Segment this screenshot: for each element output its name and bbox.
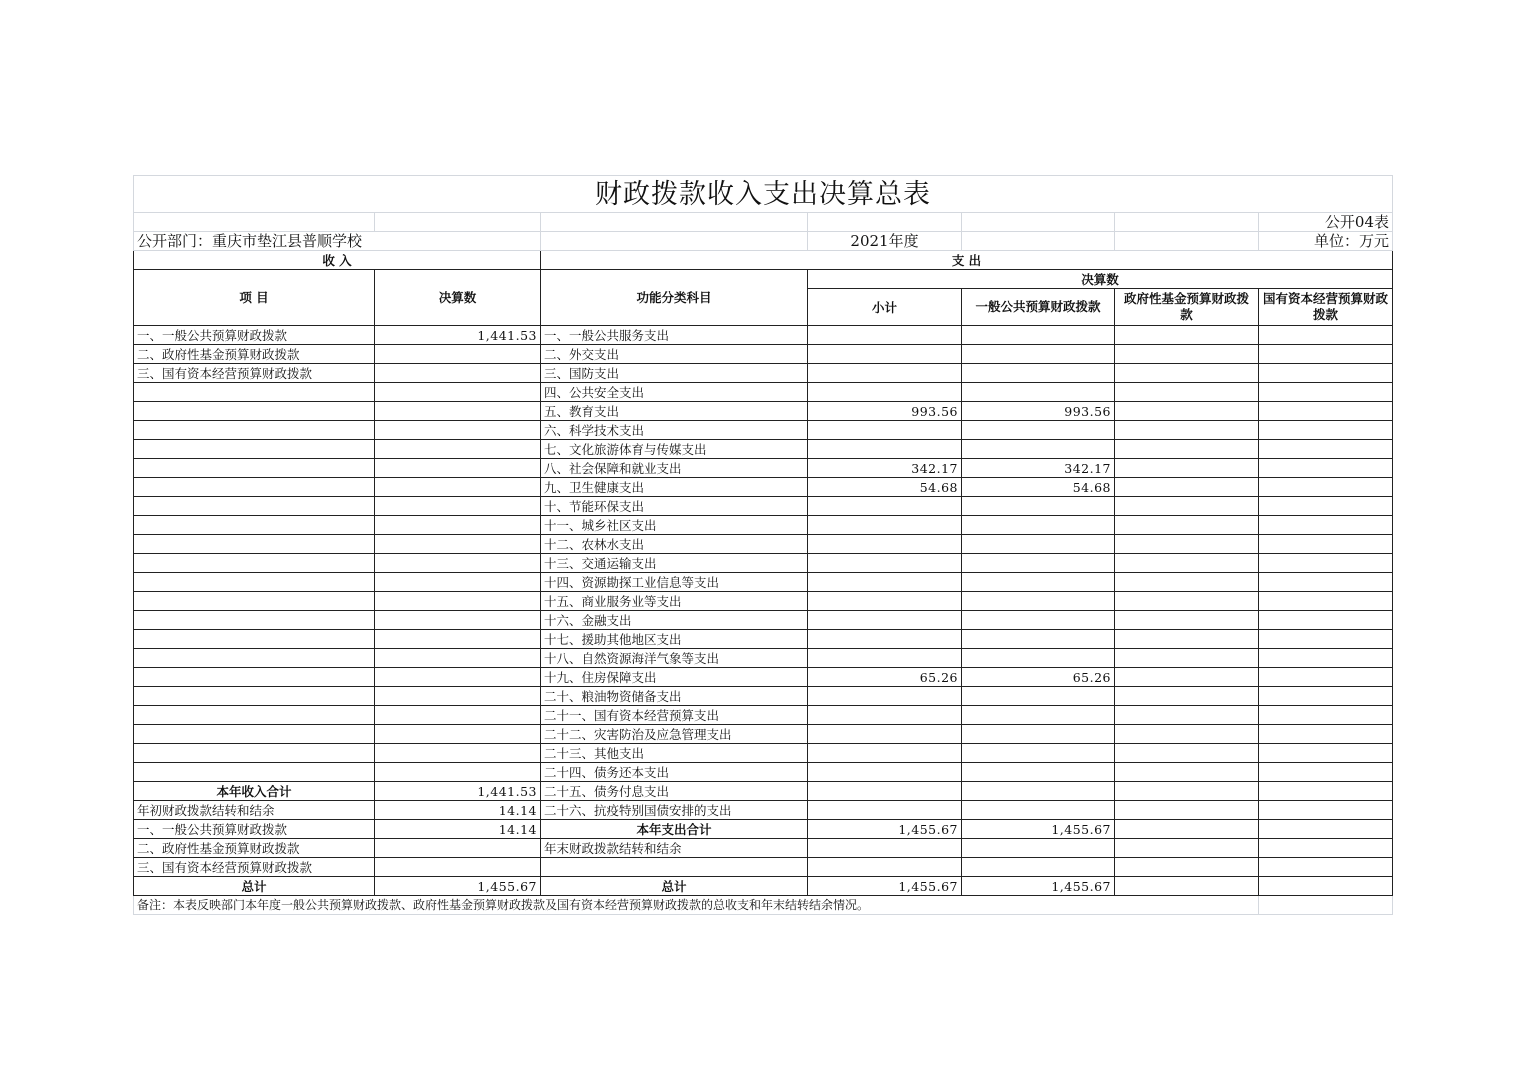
expense-general-public [962, 763, 1115, 782]
expense-gov-fund [1115, 839, 1259, 858]
income-amount [375, 421, 541, 440]
income-amount [375, 592, 541, 611]
expense-item: 二十二、灾害防治及应急管理支出 [541, 725, 808, 744]
expense-gov-fund [1115, 440, 1259, 459]
unit-label: 单位：万元 [1259, 232, 1393, 251]
income-item [134, 440, 375, 459]
income-amount [375, 440, 541, 459]
table-row [134, 592, 1393, 611]
income-item [134, 402, 375, 421]
expense-gov-fund [1115, 706, 1259, 725]
expense-state-capital [1259, 440, 1393, 459]
income-amount [375, 459, 541, 478]
expense-state-capital [1259, 592, 1393, 611]
expense-gov-fund [1115, 383, 1259, 402]
expense-item: 九、卫生健康支出 [541, 478, 808, 497]
expense-item [541, 858, 808, 877]
expense-subtotal [808, 763, 962, 782]
expense-general-public [962, 744, 1115, 763]
table-row [134, 440, 1393, 459]
expense-general-public [962, 839, 1115, 858]
expense-item: 十六、金融支出 [541, 611, 808, 630]
expense-state-capital [1259, 706, 1393, 725]
report-body [134, 326, 1393, 896]
expense-subtotal: 1,455.67 [808, 877, 962, 896]
expense-general-public [962, 554, 1115, 573]
income-amount [375, 402, 541, 421]
expense-gov-fund [1115, 421, 1259, 440]
table-row [134, 782, 1393, 801]
expense-general-public [962, 630, 1115, 649]
expense-item: 二十五、债务付息支出 [541, 782, 808, 801]
expense-item: 二、外交支出 [541, 345, 808, 364]
expense-general-public [962, 592, 1115, 611]
fiscal-report-table [133, 175, 1393, 915]
table-row [134, 687, 1393, 706]
income-item [134, 592, 375, 611]
expense-gov-fund [1115, 364, 1259, 383]
table-row [134, 763, 1393, 782]
expense-gov-fund [1115, 497, 1259, 516]
expense-gov-fund [1115, 744, 1259, 763]
table-row [134, 877, 1393, 896]
expense-subtotal [808, 326, 962, 345]
income-item [134, 630, 375, 649]
expense-state-capital [1259, 459, 1393, 478]
expense-gov-fund [1115, 592, 1259, 611]
income-amount [375, 630, 541, 649]
expense-subtotal [808, 801, 962, 820]
table-row [134, 630, 1393, 649]
table-row [134, 706, 1393, 725]
expense-subtotal: 342.17 [808, 459, 962, 478]
income-item [134, 763, 375, 782]
table-row [134, 801, 1393, 820]
expense-state-capital [1259, 839, 1393, 858]
expense-item: 一、一般公共服务支出 [541, 326, 808, 345]
expense-item: 八、社会保障和就业支出 [541, 459, 808, 478]
income-amount [375, 725, 541, 744]
income-amount: 1,441.53 [375, 782, 541, 801]
income-amount-header: 决算数 [375, 270, 541, 326]
gov-fund-header: 政府性基金预算财政拨款 [1115, 289, 1259, 326]
income-amount [375, 497, 541, 516]
table-row [134, 649, 1393, 668]
expense-state-capital [1259, 630, 1393, 649]
income-item [134, 478, 375, 497]
expense-subtotal [808, 535, 962, 554]
expense-subtotal: 54.68 [808, 478, 962, 497]
expense-subtotal [808, 421, 962, 440]
income-item: 二、政府性基金预算财政拨款 [134, 345, 375, 364]
expense-state-capital [1259, 478, 1393, 497]
expense-state-capital [1259, 611, 1393, 630]
table-row [134, 478, 1393, 497]
income-amount [375, 611, 541, 630]
expense-header: 支 出 [541, 251, 1393, 270]
income-item: 年初财政拨款结转和结余 [134, 801, 375, 820]
expense-general-public: 54.68 [962, 478, 1115, 497]
expense-general-public: 342.17 [962, 459, 1115, 478]
expense-state-capital [1259, 725, 1393, 744]
expense-item: 十五、商业服务业等支出 [541, 592, 808, 611]
expense-subtotal [808, 744, 962, 763]
expense-gov-fund [1115, 668, 1259, 687]
expense-subtotal [808, 611, 962, 630]
expense-item: 十二、农林水支出 [541, 535, 808, 554]
expense-subtotal: 65.26 [808, 668, 962, 687]
expense-item: 二十三、其他支出 [541, 744, 808, 763]
expense-item: 二十四、债务还本支出 [541, 763, 808, 782]
expense-general-public [962, 345, 1115, 364]
expense-item: 六、科学技术支出 [541, 421, 808, 440]
expense-state-capital [1259, 801, 1393, 820]
expense-general-public [962, 782, 1115, 801]
expense-subtotal [808, 630, 962, 649]
function-category-header: 功能分类科目 [541, 270, 808, 326]
table-row [134, 402, 1393, 421]
income-amount [375, 839, 541, 858]
expense-gov-fund [1115, 478, 1259, 497]
table-row [134, 383, 1393, 402]
expense-subtotal [808, 858, 962, 877]
table-row [134, 535, 1393, 554]
expense-gov-fund [1115, 554, 1259, 573]
expense-state-capital [1259, 687, 1393, 706]
table-row [134, 573, 1393, 592]
expense-state-capital [1259, 782, 1393, 801]
expense-subtotal [808, 649, 962, 668]
expense-state-capital [1259, 497, 1393, 516]
expense-general-public [962, 497, 1115, 516]
income-amount [375, 649, 541, 668]
expense-item: 四、公共安全支出 [541, 383, 808, 402]
table-row [134, 516, 1393, 535]
general-public-header: 一般公共预算财政拨款 [962, 289, 1115, 326]
income-header: 收 入 [134, 251, 541, 270]
expense-state-capital [1259, 364, 1393, 383]
expense-gov-fund [1115, 687, 1259, 706]
expense-item: 十、节能环保支出 [541, 497, 808, 516]
table-row [134, 839, 1393, 858]
table-row [134, 459, 1393, 478]
department-label: 公开部门：重庆市垫江县普顺学校 [134, 232, 541, 251]
expense-general-public: 65.26 [962, 668, 1115, 687]
income-item [134, 706, 375, 725]
expense-state-capital [1259, 763, 1393, 782]
income-item [134, 383, 375, 402]
expense-item: 十九、住房保障支出 [541, 668, 808, 687]
expense-subtotal [808, 554, 962, 573]
table-row [134, 554, 1393, 573]
form-code: 公开04表 [1259, 213, 1393, 232]
income-item [134, 725, 375, 744]
table-row [134, 326, 1393, 345]
expense-gov-fund [1115, 820, 1259, 839]
expense-item: 五、教育支出 [541, 402, 808, 421]
expense-subtotal [808, 497, 962, 516]
income-item [134, 497, 375, 516]
expense-subtotal [808, 592, 962, 611]
expense-item: 十八、自然资源海洋气象等支出 [541, 649, 808, 668]
expense-gov-fund [1115, 877, 1259, 896]
expense-general-public: 1,455.67 [962, 877, 1115, 896]
income-amount [375, 573, 541, 592]
income-amount: 14.14 [375, 801, 541, 820]
expense-state-capital [1259, 516, 1393, 535]
expense-item: 七、文化旅游体育与传媒支出 [541, 440, 808, 459]
income-item [134, 421, 375, 440]
income-amount [375, 554, 541, 573]
expense-gov-fund [1115, 649, 1259, 668]
expense-item: 总计 [541, 877, 808, 896]
expense-general-public [962, 535, 1115, 554]
income-amount [375, 535, 541, 554]
expense-general-public [962, 725, 1115, 744]
income-amount [375, 364, 541, 383]
expense-subtotal [808, 573, 962, 592]
expense-general-public [962, 801, 1115, 820]
report-note: 备注：本表反映部门本年度一般公共预算财政拨款、政府性基金预算财政拨款及国有资本经营预算财政拨款的总收支和年末结转结余情况。 [134, 896, 1259, 915]
expense-item: 二十六、抗疫特别国债安排的支出 [541, 801, 808, 820]
table-row [134, 858, 1393, 877]
item-header: 项 目 [134, 270, 375, 326]
income-item: 三、国有资本经营预算财政拨款 [134, 364, 375, 383]
income-item [134, 535, 375, 554]
expense-general-public [962, 706, 1115, 725]
expense-gov-fund [1115, 326, 1259, 345]
expense-item: 本年支出合计 [541, 820, 808, 839]
expense-state-capital [1259, 668, 1393, 687]
table-row [134, 611, 1393, 630]
income-item: 一、一般公共预算财政拨款 [134, 326, 375, 345]
income-item: 一、一般公共预算财政拨款 [134, 820, 375, 839]
table-row [134, 668, 1393, 687]
expense-general-public [962, 649, 1115, 668]
expense-state-capital [1259, 649, 1393, 668]
report-title: 财政拨款收入支出决算总表 [134, 176, 1393, 213]
expense-general-public [962, 364, 1115, 383]
expense-item: 二十一、国有资本经营预算支出 [541, 706, 808, 725]
expense-gov-fund [1115, 611, 1259, 630]
expense-state-capital [1259, 535, 1393, 554]
expense-gov-fund [1115, 573, 1259, 592]
final-amount-header: 决算数 [808, 270, 1393, 289]
expense-general-public [962, 383, 1115, 402]
fiscal-report-sheet [133, 175, 1392, 915]
income-amount [375, 478, 541, 497]
income-amount [375, 516, 541, 535]
expense-state-capital [1259, 345, 1393, 364]
income-item [134, 744, 375, 763]
expense-gov-fund [1115, 763, 1259, 782]
expense-subtotal [808, 516, 962, 535]
expense-subtotal [808, 782, 962, 801]
income-amount: 1,441.53 [375, 326, 541, 345]
expense-subtotal [808, 706, 962, 725]
expense-gov-fund [1115, 630, 1259, 649]
table-row [134, 364, 1393, 383]
expense-gov-fund [1115, 801, 1259, 820]
expense-general-public: 1,455.67 [962, 820, 1115, 839]
expense-general-public [962, 858, 1115, 877]
income-amount: 1,455.67 [375, 877, 541, 896]
expense-subtotal [808, 839, 962, 858]
expense-gov-fund [1115, 345, 1259, 364]
income-item [134, 554, 375, 573]
report-year: 2021年度 [808, 232, 962, 251]
income-amount [375, 668, 541, 687]
expense-gov-fund [1115, 459, 1259, 478]
subtotal-header: 小计 [808, 289, 962, 326]
expense-item: 年末财政拨款结转和结余 [541, 839, 808, 858]
expense-general-public [962, 573, 1115, 592]
expense-subtotal [808, 687, 962, 706]
income-amount [375, 763, 541, 782]
expense-state-capital [1259, 877, 1393, 896]
expense-gov-fund [1115, 516, 1259, 535]
table-row [134, 345, 1393, 364]
expense-subtotal: 993.56 [808, 402, 962, 421]
income-item [134, 668, 375, 687]
expense-subtotal [808, 364, 962, 383]
expense-item: 十四、资源勘探工业信息等支出 [541, 573, 808, 592]
expense-state-capital [1259, 421, 1393, 440]
expense-subtotal [808, 440, 962, 459]
expense-state-capital [1259, 858, 1393, 877]
income-item: 三、国有资本经营预算财政拨款 [134, 858, 375, 877]
expense-general-public [962, 611, 1115, 630]
income-item [134, 687, 375, 706]
expense-state-capital [1259, 820, 1393, 839]
expense-item: 十七、援助其他地区支出 [541, 630, 808, 649]
expense-gov-fund [1115, 858, 1259, 877]
expense-item: 十一、城乡社区支出 [541, 516, 808, 535]
state-capital-header: 国有资本经营预算财政拨款 [1259, 289, 1393, 326]
expense-state-capital [1259, 326, 1393, 345]
expense-state-capital [1259, 402, 1393, 421]
expense-gov-fund [1115, 535, 1259, 554]
income-amount [375, 706, 541, 725]
income-amount [375, 345, 541, 364]
table-row [134, 820, 1393, 839]
income-amount [375, 383, 541, 402]
income-amount [375, 858, 541, 877]
expense-state-capital [1259, 383, 1393, 402]
table-row [134, 744, 1393, 763]
expense-subtotal [808, 383, 962, 402]
expense-subtotal [808, 725, 962, 744]
income-item [134, 611, 375, 630]
expense-gov-fund [1115, 782, 1259, 801]
table-row [134, 725, 1393, 744]
expense-state-capital [1259, 744, 1393, 763]
expense-state-capital [1259, 573, 1393, 592]
expense-general-public [962, 687, 1115, 706]
expense-general-public [962, 516, 1115, 535]
income-item: 二、政府性基金预算财政拨款 [134, 839, 375, 858]
expense-general-public: 993.56 [962, 402, 1115, 421]
expense-gov-fund [1115, 402, 1259, 421]
income-amount [375, 687, 541, 706]
income-amount [375, 744, 541, 763]
expense-item: 二十、粮油物资储备支出 [541, 687, 808, 706]
income-amount: 14.14 [375, 820, 541, 839]
expense-item: 三、国防支出 [541, 364, 808, 383]
expense-general-public [962, 421, 1115, 440]
expense-item: 十三、交通运输支出 [541, 554, 808, 573]
table-row [134, 497, 1393, 516]
table-row [134, 421, 1393, 440]
expense-general-public [962, 326, 1115, 345]
income-item: 总计 [134, 877, 375, 896]
income-item [134, 649, 375, 668]
expense-state-capital [1259, 554, 1393, 573]
income-item [134, 459, 375, 478]
expense-subtotal [808, 345, 962, 364]
expense-general-public [962, 440, 1115, 459]
income-item [134, 516, 375, 535]
income-item [134, 573, 375, 592]
expense-gov-fund [1115, 725, 1259, 744]
expense-subtotal: 1,455.67 [808, 820, 962, 839]
income-item: 本年收入合计 [134, 782, 375, 801]
